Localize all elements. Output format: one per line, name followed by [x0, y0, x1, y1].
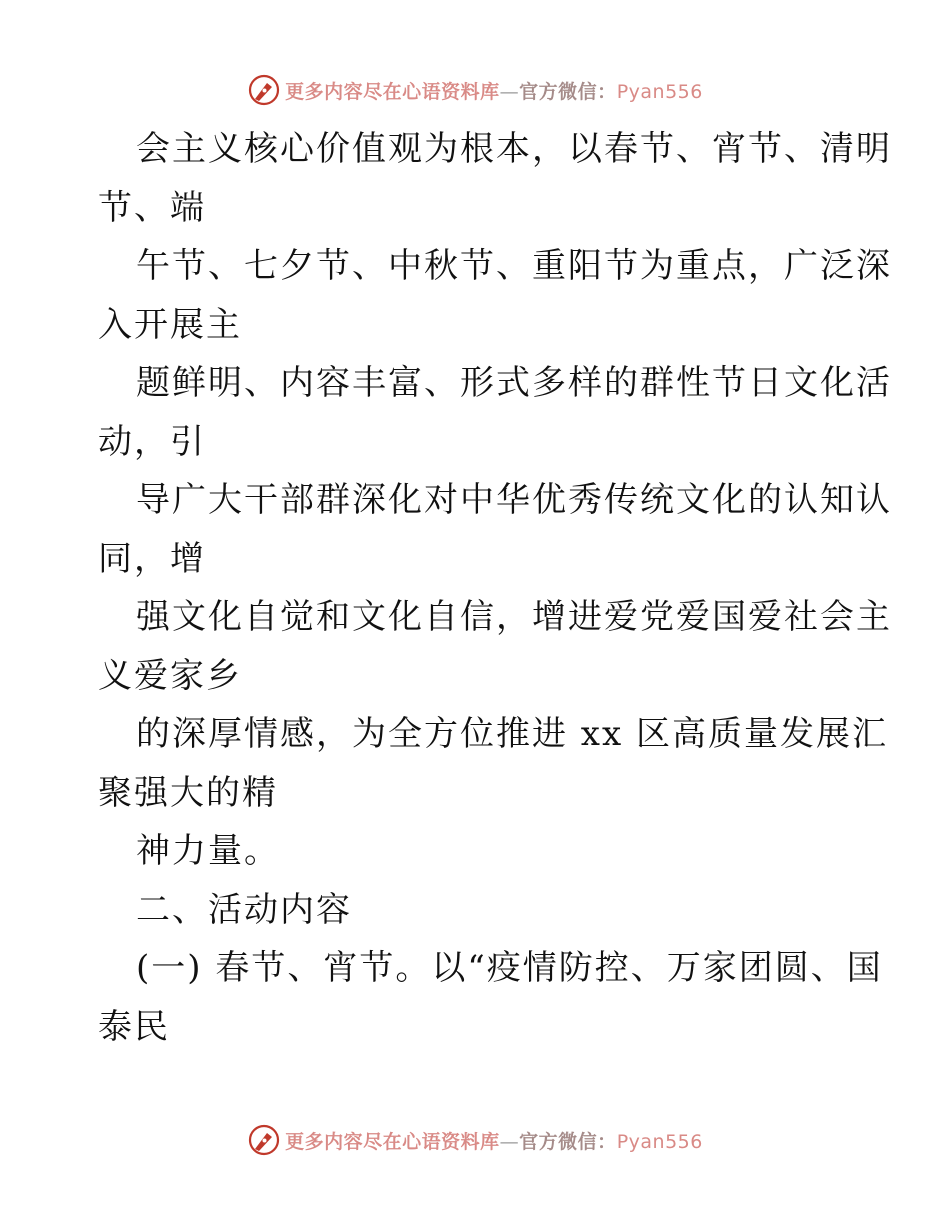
pen-nib-logo-icon: [247, 73, 281, 107]
watermark-header: [0, 70, 950, 110]
pen-nib-logo-icon: [247, 1123, 281, 1157]
watermark-footer: [0, 1120, 950, 1160]
body-line: 同，增: [98, 538, 206, 579]
section-heading: 二、活动内容: [136, 889, 352, 930]
watermark-text: 更多内容尽在心语资料库—官方微信：Pyan556: [285, 1130, 703, 1153]
body-line: 神力量。: [136, 831, 280, 871]
document-body: [98, 120, 892, 1056]
watermark-text: 更多内容尽在心语资料库—官方微信：Pyan556: [285, 80, 703, 103]
body-line: 泰民: [98, 1006, 170, 1047]
body-line: 动，引: [98, 421, 206, 462]
body-line: 节、端: [98, 187, 206, 228]
body-line: 义爱家乡: [98, 655, 242, 696]
body-line: 导广大干部群深化对中华优秀传统文化的认知认: [136, 480, 892, 520]
body-line: 午节、七夕节、中秋节、重阳节为重点，广泛深: [136, 246, 892, 286]
body-line: 强文化自觉和文化自信，增进爱党爱国爱社会主: [136, 597, 892, 637]
body-line: 会主义核心价值观为根本，以春节、宵节、清明: [136, 129, 892, 169]
body-line: (一) 春节、宵节。以“疫情防控、万家团圆、国: [136, 948, 883, 988]
body-line: 聚强大的精: [98, 772, 278, 813]
body-line: 题鲜明、内容丰富、形式多样的群性节日文化活: [136, 363, 892, 403]
body-line: 入开展主: [98, 304, 242, 345]
body-line: 的深厚情感，为全方位推进 xx 区高质量发展汇: [136, 714, 888, 754]
